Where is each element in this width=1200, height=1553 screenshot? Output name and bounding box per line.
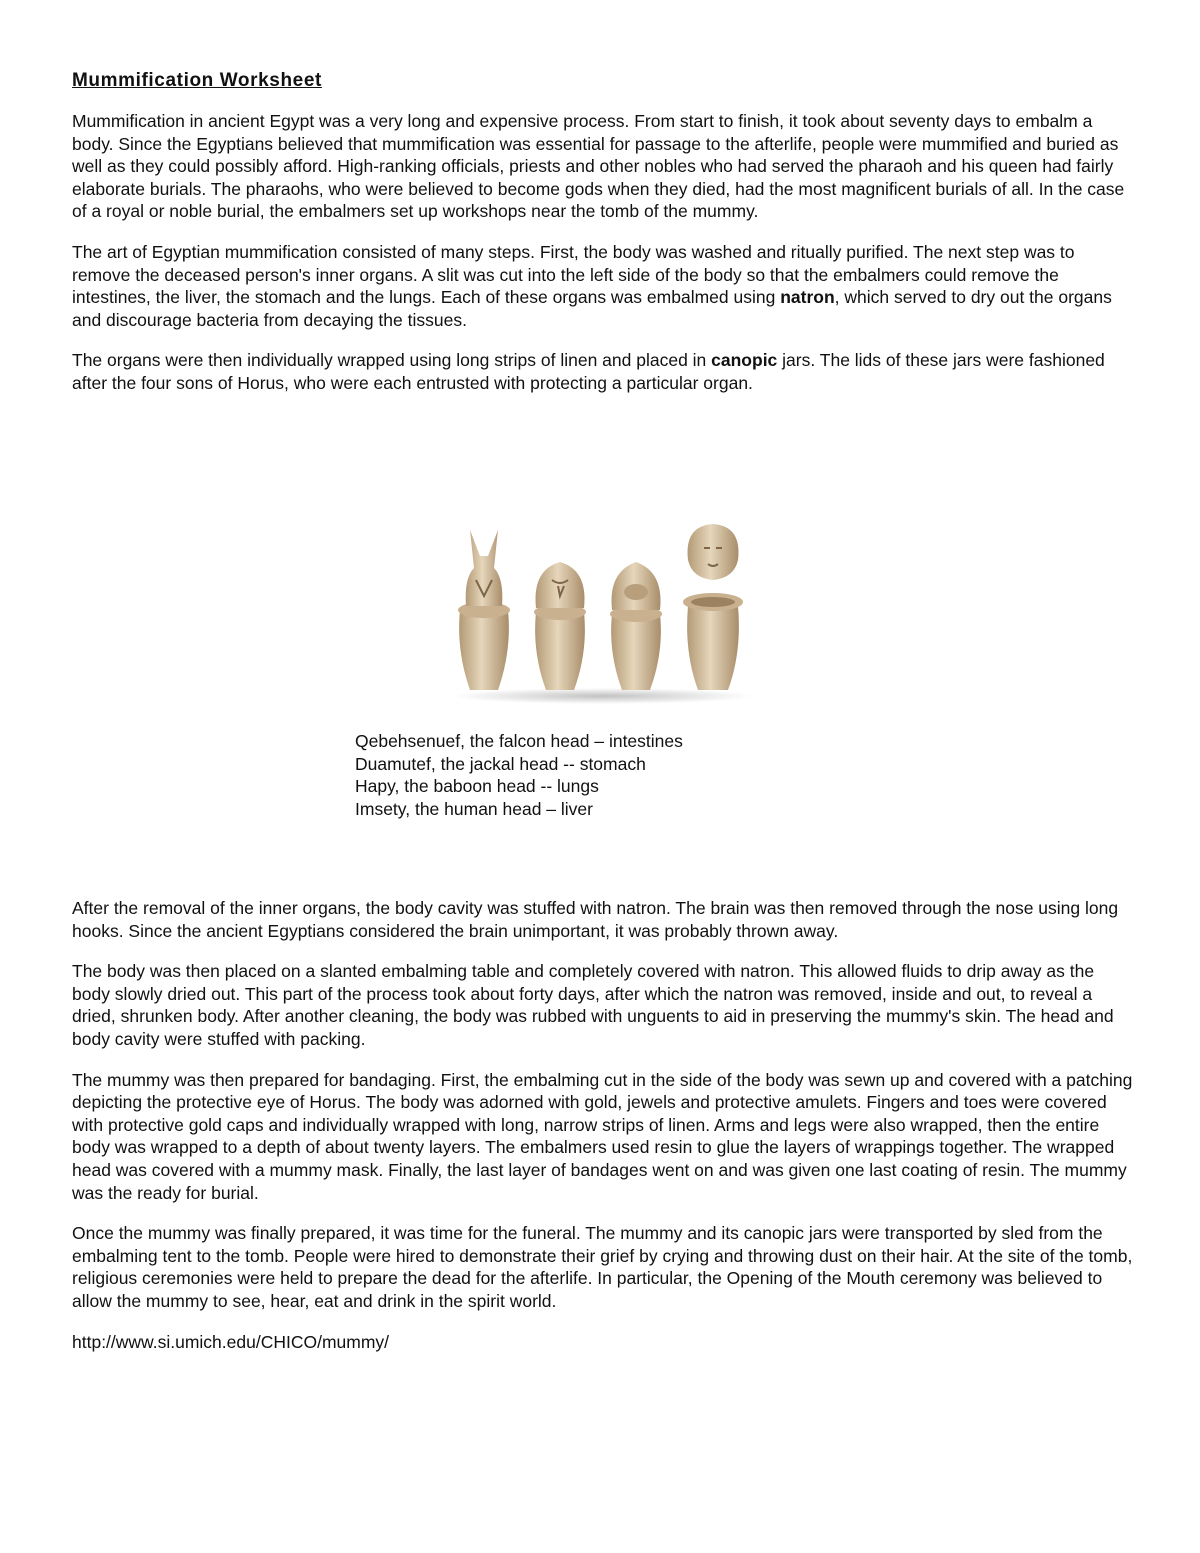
paragraph-bandaging: The mummy was then prepared for bandaging. First, the embalming cut in the side of the body was sewn up and covered with a patching depicting the protective eye of Horus. The body was adorned with gold, jewels and protective amulets. Fingers and toes were covered with protective gold caps and individually wrapped with long, narrow strips of linen. Arms and legs were also wrapped, then the entire body was wrapped to a depth of about twenty layers. The embalmers used resin to glue the layers of wrappings together. The wrapped head was covered with a mummy mask. Finally, the last layer of bandages went on and was given one last coating of resin. The mummy was the ready for burial. <box>72 1069 1133 1203</box>
caption-line: Hapy, the baboon head -- lungs <box>355 776 599 797</box>
page-title: Mummification Worksheet <box>72 70 322 91</box>
jackal-jar-icon <box>458 530 510 690</box>
source-link[interactable]: http://www.si.umich.edu/CHICO/mummy/ <box>72 1331 390 1352</box>
caption-line: Qebehsenuef, the falcon head – intestines <box>355 731 683 751</box>
paragraph-canopic-text-1: The organs were then individually wrapped using long strips of linen and placed in <box>72 350 712 371</box>
paragraph-steps-text-2: , which served to dry out the organs and discourage bacteria from decaying the tissues. <box>72 287 1112 330</box>
canopic-jars-image <box>448 520 758 706</box>
baboon-jar-icon <box>610 562 662 690</box>
canopic-captions <box>355 730 683 820</box>
caption-line: Duamutef, the jackal head -- stomach <box>355 753 646 774</box>
worksheet-body <box>72 70 1136 395</box>
human-jar-icon <box>683 524 743 690</box>
paragraph-steps-text-1: The art of Egyptian mummification consisted of many steps. First, the body was washed and ritually purified. The next step was to remove the deceased person's inner organs. A slit was cut into the left side of the body so that the embalmers could remove the intestines, the liver, the stomach and the lungs. Each of these organs was embalmed using <box>72 241 1075 308</box>
paragraph-intro: Mummification in ancient Egypt was a very long and expensive process. From start to finish, it took about seventy days to embalm a body. Since the Egyptians believed that mummification was essential for passage to the afterlife, people were mummified and buried as well as they could possibly afford. High-ranking officials, priests and other nobles who had served the pharaoh and his queen had fairly elaborate burials. The pharaohs, who were believed to become gods when they died, had the most magnificent burials of all. In the case of a royal or noble burial, the embalmers set up workshops near the tomb of the mummy. <box>72 111 1125 222</box>
falcon-jar-icon <box>534 562 586 690</box>
paragraph-brain: After the removal of the inner organs, the body cavity was stuffed with natron. The brain was then removed through the nose using long hooks. Since the ancient Egyptians considered the brain unimportant, it was probably thrown away. <box>72 898 1119 941</box>
worksheet-lower <box>72 897 1136 1353</box>
caption-line: Imsety, the human head – liver <box>355 798 593 819</box>
term-natron: natron <box>780 287 835 308</box>
paragraph-canopic-text-2: jars. The lids of these jars were fashioned after the four sons of Horus, who were each entrusted with protecting a particular organ. <box>72 350 1105 393</box>
paragraph-drying: The body was then placed on a slanted embalming table and completely covered with natron. This allowed fluids to drip away as the body slowly dried out. This part of the process took about forty days, after which the natron was removed, inside and out, to reveal a dried, shrunken body. After another cleaning, the body was rubbed with unguents to aid in preserving the mummy's skin. The head and body cavity were stuffed with packing. <box>72 961 1114 1049</box>
paragraph-canopic <box>72 349 1136 394</box>
paragraph-steps <box>72 241 1136 331</box>
term-canopic: canopic <box>711 350 778 371</box>
paragraph-funeral: Once the mummy was finally prepared, it was time for the funeral. The mummy and its canopic jars were transported by sled from the embalming tent to the tomb. People were hired to demonstrate their grief by crying and throwing dust on their hair. At the site of the tomb, religious ceremonies were held to prepare the dead for the afterlife. In particular, the Opening of the Mouth ceremony was believed to allow the mummy to see, hear, eat and drink in the spirit world. <box>72 1223 1133 1311</box>
